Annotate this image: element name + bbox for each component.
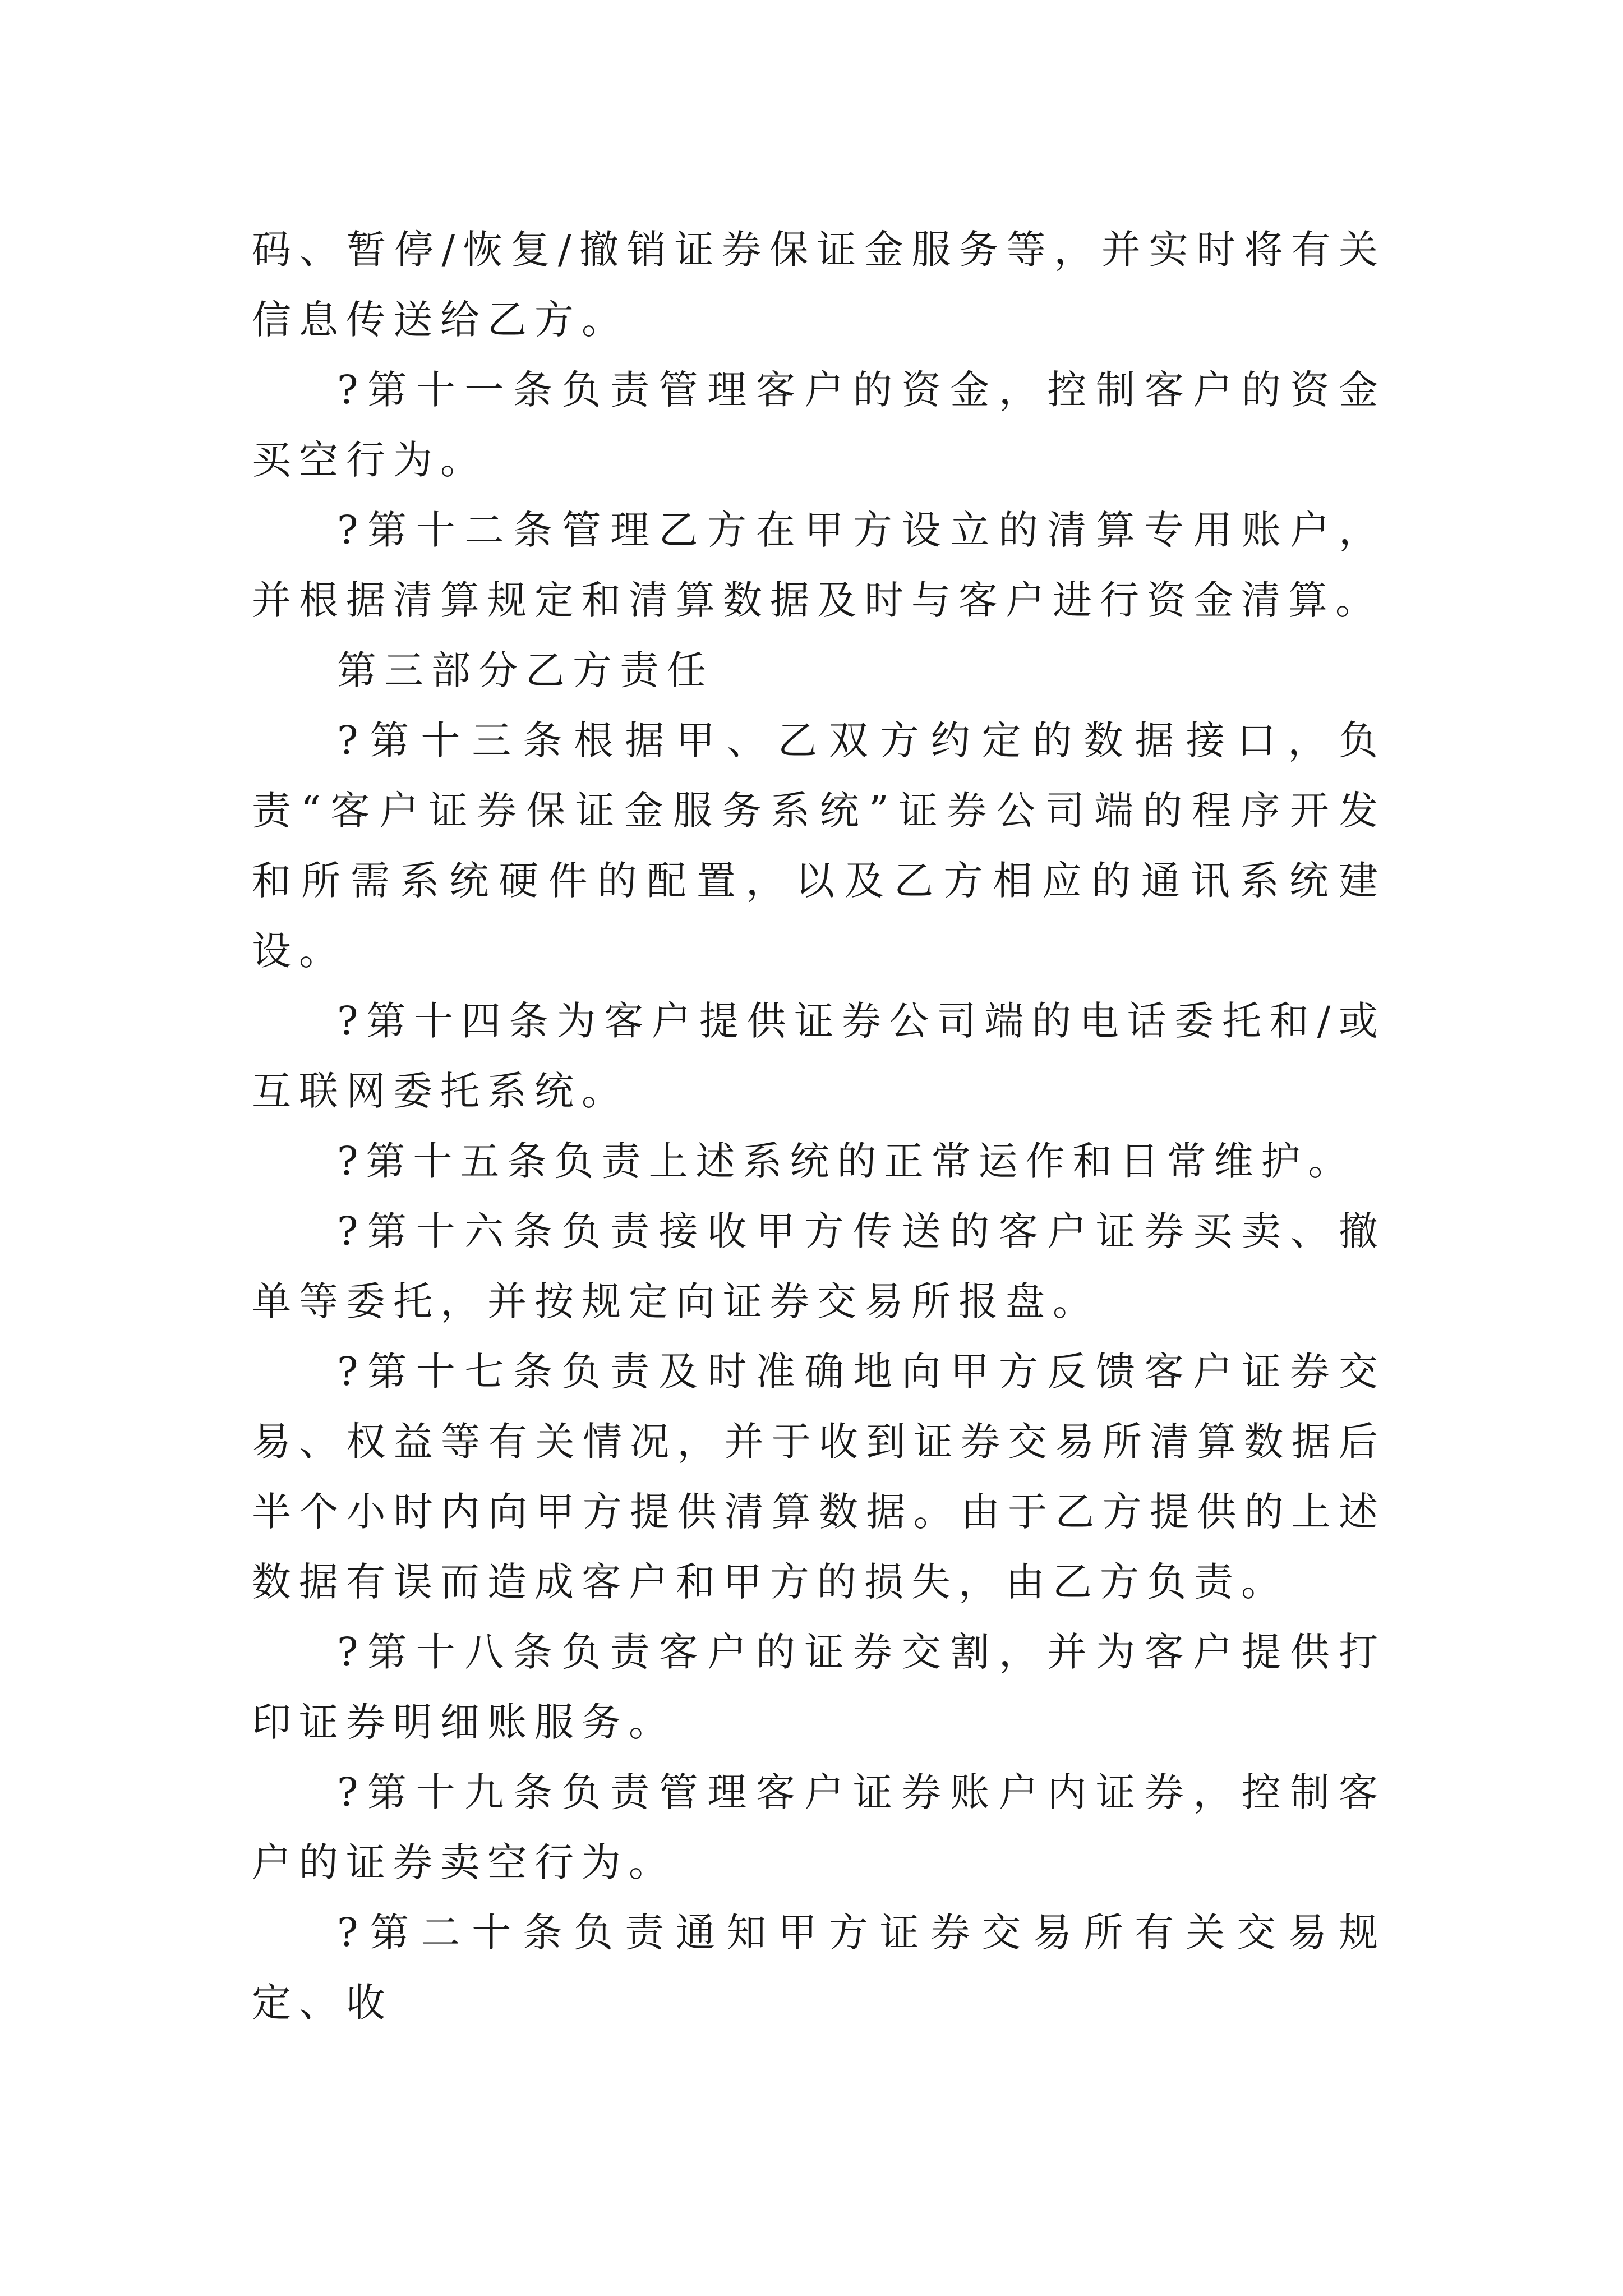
paragraph-article-20: ?第二十条负责通知甲方证券交易所有关交易规定、收 [252, 1910, 1386, 2026]
paragraph-continuation: 码、暂停/恢复/撤销证券保证金服务等，并实时将有关信息传送给乙方。 [252, 227, 1386, 343]
paragraph-article-15: ?第十五条负责上述系统的正常运作和日常维护。 [337, 1138, 1355, 1184]
paragraph-article-18: ?第十八条负责客户的证券交割，并为客户提供打印证券明细账服务。 [252, 1629, 1386, 1745]
paragraph-article-17: ?第十七条负责及时准确地向甲方反馈客户证券交易、权益等有关情况，并于收到证券交易所清算数据后半个小时内向甲方提供清算数据。由于乙方提供的上述数据有误而造成客户和甲方的损失，由乙方负责。 [252, 1349, 1386, 1605]
paragraph-article-19: ?第十九条负责管理客户证券账户内证券，控制客户的证券卖空行为。 [252, 1769, 1386, 1885]
paragraph-article-12: ?第十二条管理乙方在甲方设立的清算专用账户，并根据清算规定和清算数据及时与客户进行资金清算。 [252, 507, 1386, 623]
paragraph-article-13: ?第十三条根据甲、乙双方约定的数据接口，负责“客户证券保证金服务系统”证券公司端的程序开发和所需系统硬件的配置，以及乙方相应的通讯系统建设。 [252, 717, 1386, 974]
paragraph-article-14: ?第十四条为客户提供证券公司端的电话委托和/或互联网委托系统。 [252, 998, 1386, 1114]
paragraph-article-11: ?第十一条负责管理客户的资金，控制客户的资金买空行为。 [252, 367, 1386, 483]
document-body [252, 215, 1386, 2038]
paragraph-article-16: ?第十六条负责接收甲方传送的客户证券买卖、撤单等委托，并按规定向证券交易所报盘。 [252, 1208, 1386, 1324]
section-heading-part-3: 第三部分乙方责任 [337, 647, 714, 693]
